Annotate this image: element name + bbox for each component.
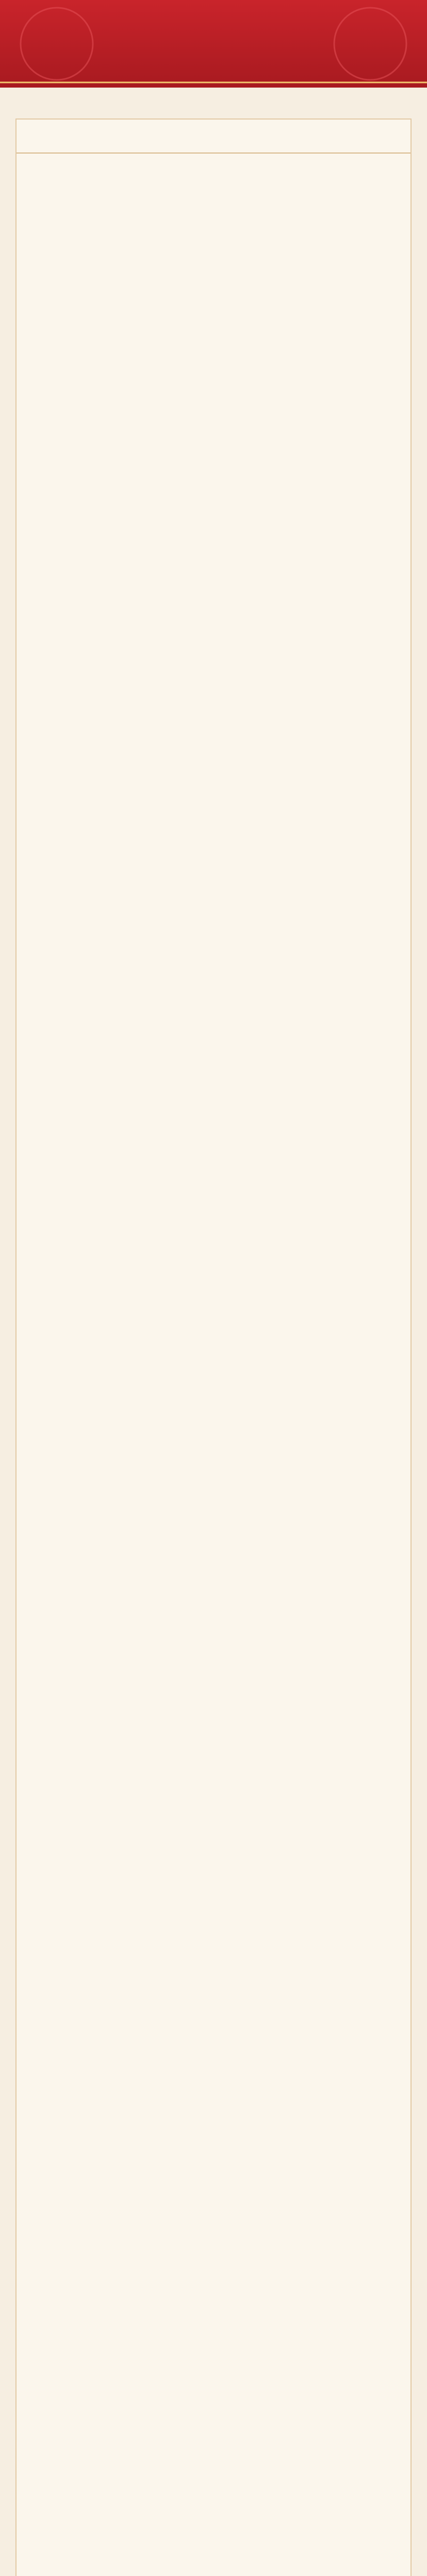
- roster-table: [15, 118, 412, 2576]
- table-header: [17, 120, 410, 154]
- banner-decoration: [0, 0, 427, 88]
- header-banner: [0, 0, 427, 88]
